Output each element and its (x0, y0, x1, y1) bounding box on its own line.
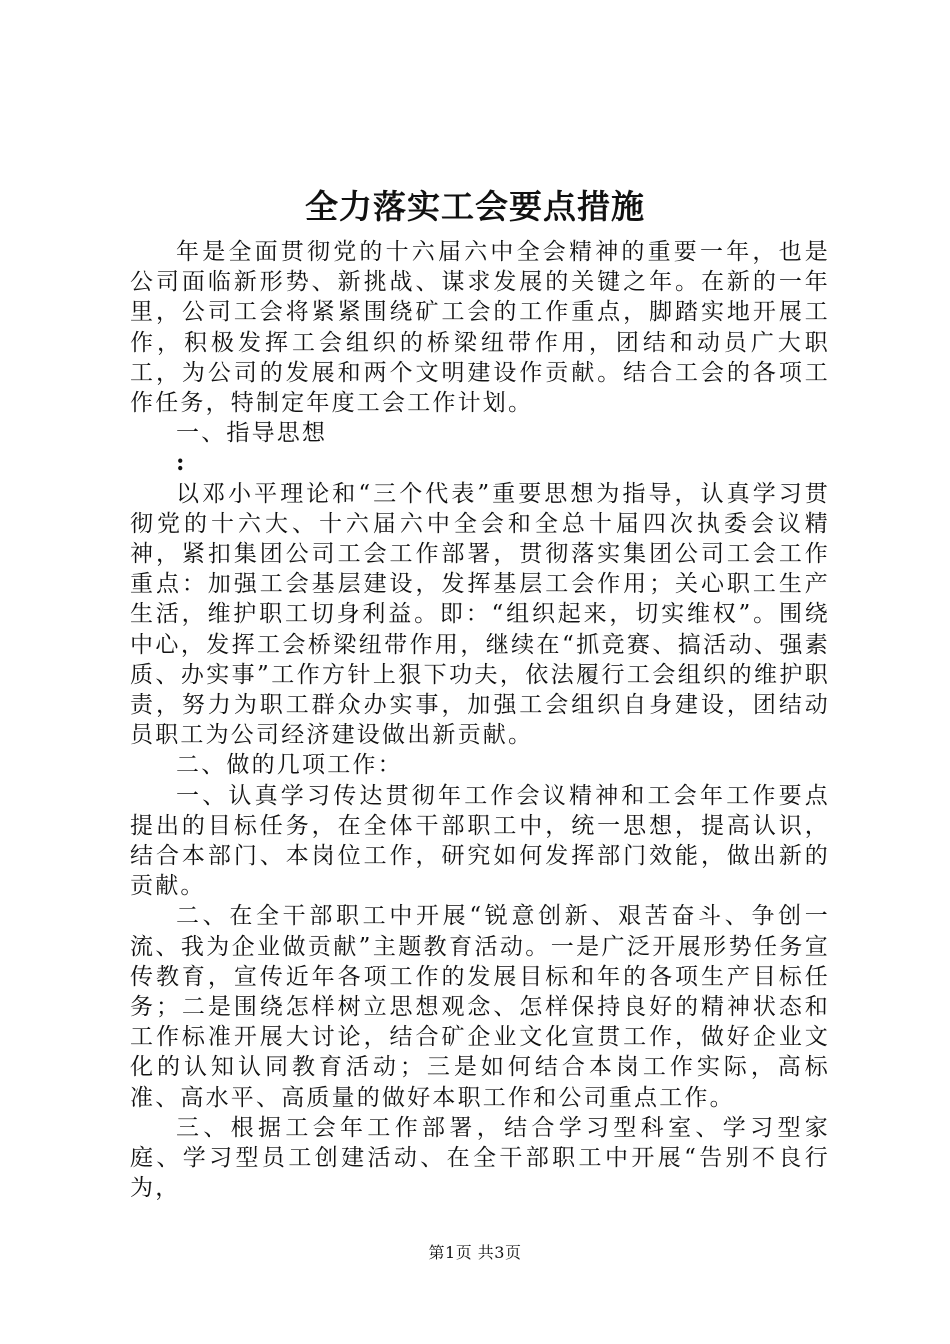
task-paragraph-3: 三、根据工会年工作部署，结合学习型科室、学习型家庭、学习型员工创建活动、在全干部职工中开展“告别不良行为， (130, 1114, 830, 1202)
document-body (130, 237, 830, 1204)
section-heading-tasks: 二、做的几项工作： (176, 752, 403, 779)
task-paragraph-2: 二、在全干部职工中开展“锐意创新、艰苦奋斗、争创一流、我为企业做贡献”主题教育活动。一是广泛开展形势任务宣传教育，宣传近年各项工作的发展目标和年的各项生产目标任务；二是围绕怎样树立思想观念、怎样保持良好的精神状态和工作标准开展大讨论，结合矿企业文化宣贯工作，做好企业文化的认知认同教育活动；三是如何结合本岗工作实际，高标准、高水平、高质量的做好本职工作和公司重点工作。 (130, 903, 830, 1111)
task-paragraph-1: 一、认真学习传达贯彻年工作会议精神和工会年工作要点提出的目标任务，在全体干部职工中，统一思想，提高认识，结合本部门、本岗位工作，研究如何发挥部门效能，做出新的贡献。 (130, 782, 830, 900)
section-heading-guiding-ideology: 一、指导思想 (176, 420, 328, 447)
guiding-ideology-paragraph: 以邓小平理论和“三个代表”重要思想为指导，认真学习贯彻党的十六大、十六届六中全会和全总十届四次执委会议精神，紧扣集团公司工会工作部署，贯彻落实集团公司工会工作重点：加强工会基层建设，发挥基层工会作用；关心职工生产生活，维护职工切身利益。即：“组织起来，切实维权”。围绕中心，发挥工会桥梁纽带作用，继续在“抓竞赛、搞活动、强素质、办实事”工作方针上狠下功夫，依法履行工会组织的维护职责，努力为职工群众办实事，加强工会组织自身建设，团结动员职工为公司经济建设做出新贡献。 (130, 480, 830, 749)
intro-paragraph: 年是全面贯彻党的十六届六中全会精神的重要一年，也是公司面临新形势、新挑战、谋求发展的关键之年。在新的一年里，公司工会将紧紧围绕矿工会的工作重点，脚踏实地开展工作，积极发挥工会组织的桥梁纽带作用，团结和动员广大职工，为公司的发展和两个文明建设作贡献。结合工会的各项工作任务，特制定年度工会工作计划。 (130, 239, 830, 417)
stray-colon: : (176, 449, 187, 477)
document-title: 全力落实工会要点措施 (305, 187, 645, 226)
page-number-footer: 第1页 共3页 (428, 1243, 522, 1262)
